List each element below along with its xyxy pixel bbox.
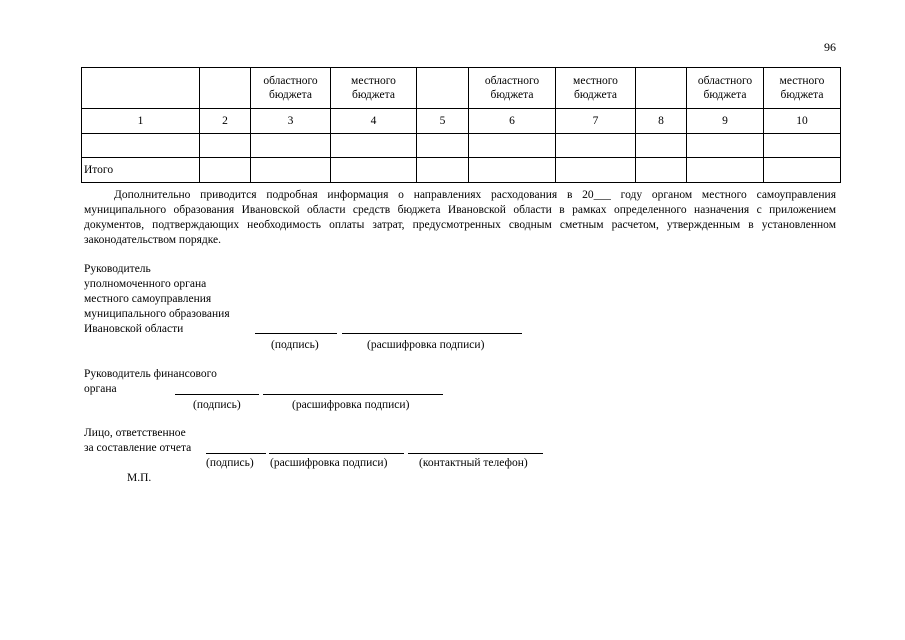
signatory-line: муниципального образования: [84, 308, 230, 320]
signatory-head-title: [84, 262, 230, 337]
signature-caption: (подпись): [193, 399, 241, 411]
table-cell: [469, 158, 556, 183]
column-number-cell: 6: [469, 109, 556, 134]
column-number-cell: 3: [251, 109, 331, 134]
report-table: [81, 67, 841, 183]
decoding-caption: (расшифровка подписи): [270, 457, 388, 469]
table-number-row: [82, 109, 841, 134]
table-cell: [469, 134, 556, 158]
table-cell: [764, 158, 841, 183]
table-cell: [687, 158, 764, 183]
table-cell: [200, 134, 251, 158]
table-cell: [251, 158, 331, 183]
table-cell: [636, 158, 687, 183]
table-cell: [764, 134, 841, 158]
table-empty-row: [82, 134, 841, 158]
header-cell: областного бюджета: [687, 68, 764, 109]
column-number-cell: 1: [82, 109, 200, 134]
table-cell: [556, 158, 636, 183]
column-number-cell: 7: [556, 109, 636, 134]
header-cell: [636, 68, 687, 109]
column-number-cell: 9: [687, 109, 764, 134]
column-number-cell: 5: [417, 109, 469, 134]
header-cell: местного бюджета: [764, 68, 841, 109]
header-cell: местного бюджета: [556, 68, 636, 109]
column-number-cell: 10: [764, 109, 841, 134]
header-cell: [417, 68, 469, 109]
table-cell: [636, 134, 687, 158]
table-cell: [556, 134, 636, 158]
table-cell: [331, 158, 417, 183]
signatory-line: за составление отчета: [84, 442, 192, 454]
phone-line[interactable]: [408, 453, 543, 454]
table-total-row: [82, 158, 841, 183]
table-cell: [251, 134, 331, 158]
page-number: 96: [824, 40, 836, 54]
header-cell: местного бюджета: [331, 68, 417, 109]
signatory-line: уполномоченного органа: [84, 278, 207, 290]
table-cell: [200, 158, 251, 183]
decoding-line[interactable]: [263, 394, 443, 395]
signature-line[interactable]: [206, 453, 266, 454]
signatory-line: Руководитель: [84, 263, 151, 275]
total-label: Итого: [82, 158, 200, 183]
signatory-line: Руководитель финансового: [84, 368, 217, 380]
signatory-line: Ивановской области: [84, 323, 184, 335]
header-cell: [200, 68, 251, 109]
signature-caption: (подпись): [271, 339, 319, 351]
signatory-finance-title: [84, 367, 217, 397]
table-cell: [82, 134, 200, 158]
signatory-line: органа: [84, 383, 117, 395]
decoding-line[interactable]: [269, 453, 404, 454]
column-number-cell: 8: [636, 109, 687, 134]
header-cell: областного бюджета: [251, 68, 331, 109]
column-number-cell: 2: [200, 109, 251, 134]
signatory-line: Лицо, ответственное: [84, 427, 186, 439]
table-cell: [417, 158, 469, 183]
table-header-row: [82, 68, 841, 109]
signature-line[interactable]: [175, 394, 259, 395]
decoding-caption: (расшифровка подписи): [367, 339, 485, 351]
table-cell: [417, 134, 469, 158]
signature-caption: (подпись): [206, 457, 254, 469]
table-cell: [331, 134, 417, 158]
decoding-line[interactable]: [342, 333, 522, 334]
phone-caption: (контактный телефон): [419, 457, 528, 469]
signatory-responsible-title: [84, 426, 191, 456]
signature-line[interactable]: [255, 333, 337, 334]
stamp-label: М.П.: [127, 472, 152, 484]
header-cell: областного бюджета: [469, 68, 556, 109]
column-number-cell: 4: [331, 109, 417, 134]
decoding-caption: (расшифровка подписи): [292, 399, 410, 411]
info-paragraph: Дополнительно приводится подробная информация о направлениях расходования в 20___ году органом местного самоуправления муниципального образования Ивановской области средств бюджета Ивановской области в рамках определенного назначения с приложением документов, подтверждающих необходимость оплаты затрат, предусмотренных сводным сметным расчетом, утвержденным в установленном законодательством порядке.: [84, 189, 836, 246]
header-cell: [82, 68, 200, 109]
signatory-line: местного самоуправления: [84, 293, 212, 305]
table-cell: [687, 134, 764, 158]
